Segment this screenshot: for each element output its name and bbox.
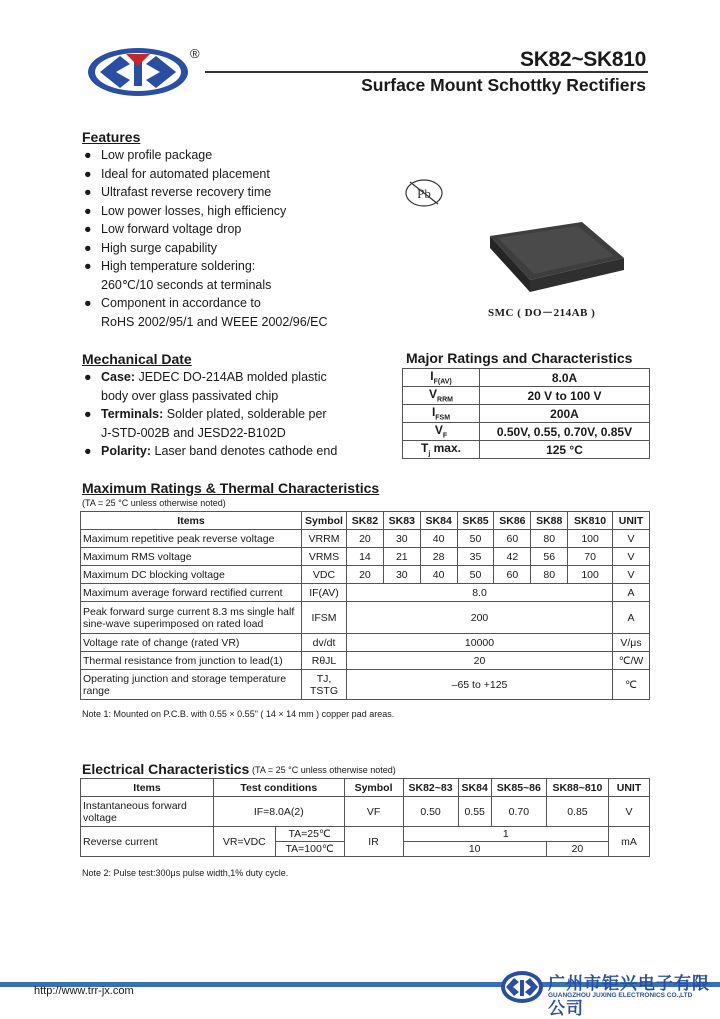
table-row: $T_j$ max. 125 °C bbox=[403, 441, 650, 459]
header-rule bbox=[205, 71, 648, 73]
table-row: Peak forward surge current 8.3 ms single half sine-wave superimposed on rated load IFSM 200 A bbox=[81, 602, 650, 634]
company-name-cn: 广州市钜兴电子有限公司 bbox=[548, 974, 710, 1018]
package-label: SMC ( DO－214AB ) bbox=[488, 307, 596, 319]
major-ratings-table bbox=[402, 368, 650, 459]
electrical-condition: (TA = 25 °C unless otherwise noted) bbox=[252, 765, 396, 775]
max-ratings-table bbox=[80, 511, 650, 700]
table-row: Maximum average forward rectified current IF(AV) 8.0 A bbox=[81, 584, 650, 602]
feature-item: ● High surge capability bbox=[84, 240, 218, 255]
note-2: Note 2: Pulse test:300μs pulse width,1% duty cycle. bbox=[82, 868, 289, 878]
table-header-row: Items Symbol SK82 SK83 SK84 SK85 SK86 SK88 SK810 UNIT bbox=[81, 512, 650, 530]
table-row: Thermal resistance from junction to lead(1) RθJL 20 ℃/W bbox=[81, 652, 650, 670]
table-row: Maximum DC blocking voltage VDC 20 30 40 50 60 80 100 V bbox=[81, 566, 650, 584]
table-row: $I_{FSM}$ 200A bbox=[403, 405, 650, 423]
max-ratings-title: Maximum Ratings & Thermal Characteristics bbox=[82, 480, 380, 496]
feature-item: ● Low forward voltage drop bbox=[84, 222, 242, 236]
registered-mark: ® bbox=[190, 46, 200, 61]
mechanical-list bbox=[84, 368, 394, 461]
feature-item-continued: RoHS 2002/95/1 and WEEE 2002/96/EC bbox=[101, 314, 328, 329]
mechanical-item-case: ● Case: JEDEC DO-214AB molded plastic bbox=[84, 370, 327, 384]
feature-item: ● Component in accordance to bbox=[84, 296, 261, 310]
smc-package-image bbox=[478, 218, 626, 296]
feature-item: ● Low profile package bbox=[84, 148, 213, 162]
table-row: $V_F$ 0.50V, 0.55, 0.70V, 0.85V bbox=[403, 423, 650, 441]
mechanical-item-continued: body over glass passivated chip bbox=[101, 388, 279, 403]
mechanical-item-continued: J-STD-002B and JESD22-B102D bbox=[101, 425, 286, 440]
feature-item: ● High temperature soldering: bbox=[84, 259, 256, 273]
table-row: Voltage rate of change (rated VR) dv/dt 10000 V/μs bbox=[81, 634, 650, 652]
max-ratings-condition: (TA = 25 °C unless otherwise noted) bbox=[82, 498, 226, 508]
company-name-en: GUANGZHOU JUXING ELECTRONICS CO.,LTD bbox=[548, 992, 693, 999]
feature-item: ● Low power losses, high efficiency bbox=[84, 203, 287, 218]
table-row: Reverse current VR=VDC TA=25℃ IR 1 mA bbox=[81, 827, 650, 842]
mechanical-item-terminals: ● Terminals: Solder plated, solderable per bbox=[84, 407, 327, 421]
mechanical-title: Mechanical Date bbox=[82, 351, 192, 367]
feature-item-continued: 260℃/10 seconds at terminals bbox=[101, 277, 272, 292]
table-header-row: Items Test conditions Symbol SK82~83 SK84 SK85~86 SK88~810 UNIT bbox=[81, 779, 650, 797]
electrical-title: Electrical Characteristics bbox=[82, 761, 250, 777]
table-row: TA=100℃ 10 20 bbox=[81, 842, 650, 857]
footer-logo bbox=[500, 970, 544, 1004]
electrical-table bbox=[80, 778, 650, 857]
feature-item: ● Ideal for automated placement bbox=[84, 166, 270, 181]
note-1: Note 1: Mounted on P.C.B. with 0.55 × 0.55" ( 14 × 14 mm ) copper pad areas. bbox=[82, 709, 395, 719]
table-row: $I_{F(AV)}$ 8.0A bbox=[403, 369, 650, 387]
table-row: $V_{RRM}$ 20 V to 100 V bbox=[403, 387, 650, 405]
table-row: Maximum RMS voltage VRMS 14 21 28 35 42 56 70 V bbox=[81, 548, 650, 566]
feature-item: ● Ultrafast reverse recovery time bbox=[84, 185, 272, 199]
lead-free-icon bbox=[404, 178, 444, 208]
major-ratings-title: Major Ratings and Characteristics bbox=[406, 350, 633, 366]
pb-label: Pb bbox=[417, 186, 431, 201]
company-logo bbox=[86, 46, 190, 98]
table-row: Operating junction and storage temperature range TJ, TSTG –65 to +125 ℃ bbox=[81, 670, 650, 700]
document-subtitle: Surface Mount Schottky Rectifiers bbox=[361, 75, 646, 95]
table-row: Maximum repetitive peak reverse voltage VRRM 20 30 40 50 60 80 100 V bbox=[81, 530, 650, 548]
part-number-title: SK82~SK810 bbox=[519, 48, 646, 71]
features-list bbox=[84, 146, 384, 331]
table-row: Instantaneous forward voltage IF=8.0A(2) VF 0.50 0.55 0.70 0.85 V bbox=[81, 797, 650, 827]
mechanical-item-polarity: ● Polarity: Laser band denotes cathode end bbox=[84, 444, 338, 458]
features-title: Features bbox=[82, 129, 141, 145]
website-link[interactable]: http://www.trr-jx.com bbox=[34, 985, 134, 997]
